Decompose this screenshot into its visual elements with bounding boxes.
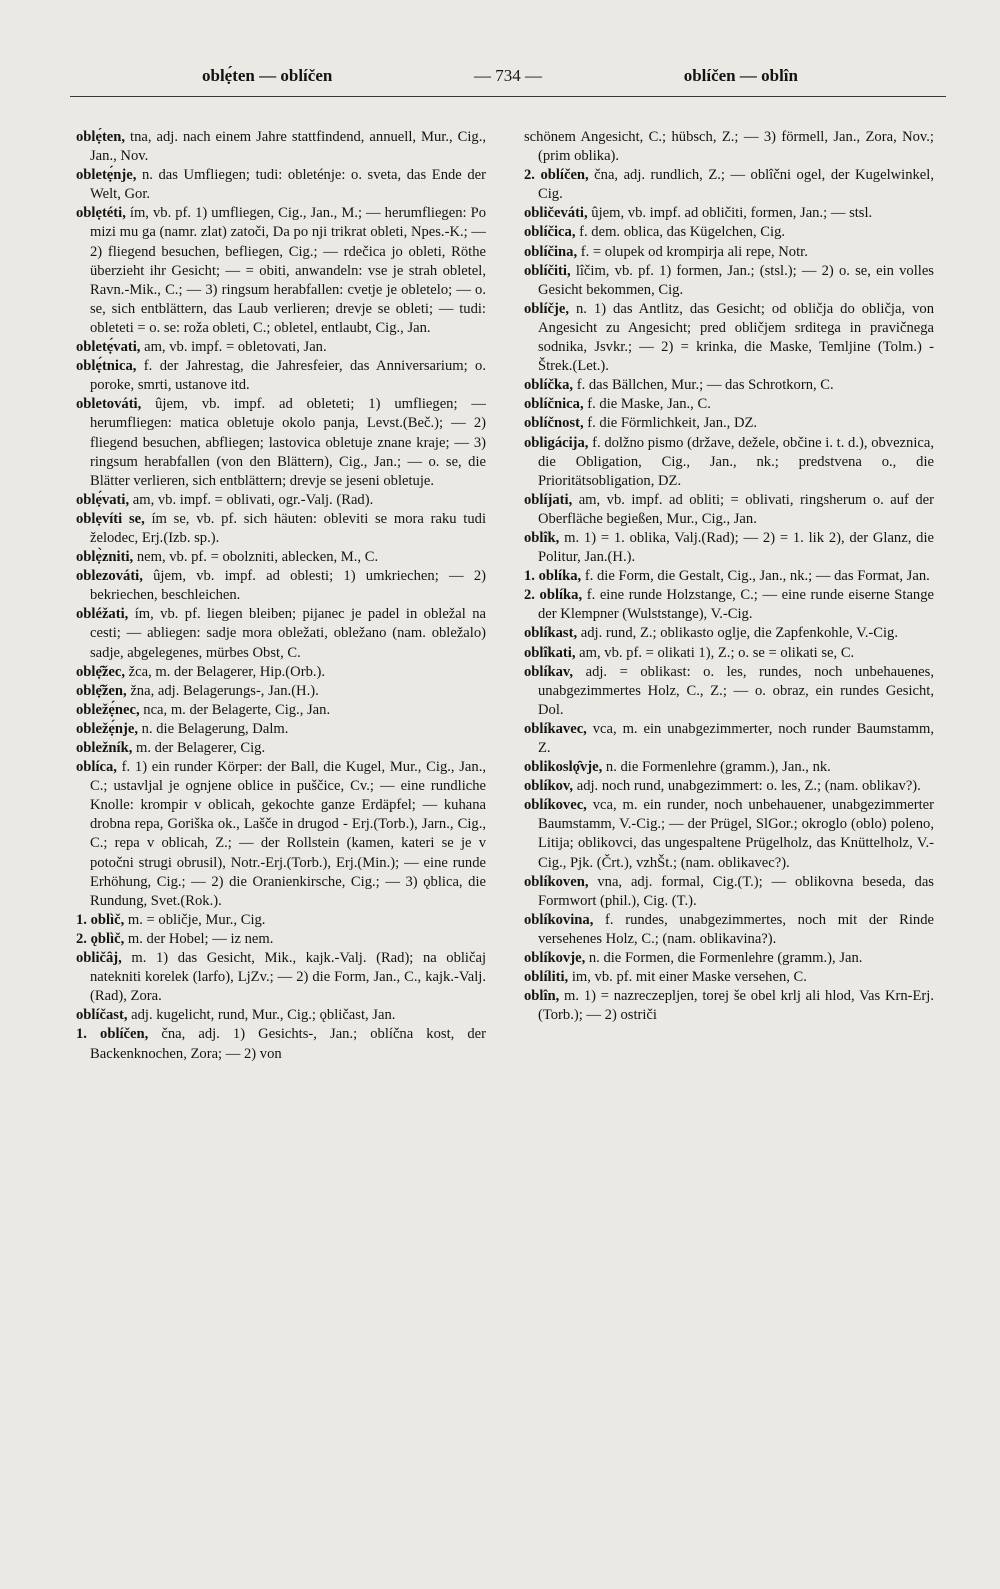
dictionary-entry [76, 739, 486, 758]
dictionary-entry [76, 166, 486, 204]
entry-definition: f. die Maske, Jan., C. [583, 396, 711, 413]
entry-definition: žca, m. der Belagerer, Hip.(Orb.). [125, 663, 326, 680]
entry-headword: 1. oblíka, [524, 568, 582, 585]
entry-definition: m. 1) = nazreczepljen, torej še obel krlj ali hlod, Vas Krn-Erj.(Torb.); — 2) ostriči [538, 988, 934, 1024]
entry-definition: m. der Belagerer, Cig. [132, 740, 266, 756]
dictionary-entry [524, 567, 934, 586]
entry-definition: im, vb. pf. mit einer Maske versehen, C. [568, 969, 807, 986]
entry-definition: n. das Umfliegen; tudi: obleténje: o. sveta, das Ende der Welt, Gor. [90, 167, 486, 203]
dictionary-entry [524, 434, 934, 491]
entry-definition: čna, adj. 1) Gesichts-, Jan.; oblíčna kost, der Backenknochen, Zora; — 2) von [90, 1026, 486, 1062]
entry-headword: oblíčje, [524, 300, 569, 317]
entry-headword: oblíkovina, [524, 911, 594, 928]
entry-definition: ím, vb. pf. 1) umfliegen, Cig., Jan., M.; — herumfliegen: Po mizi mu ga (namr. zlat) zatoči, Da po nji trikrat obleti, Npes.-K.; — 2) fliegend besuchen, befliegen, Cig.; — rdečica jo obleti, Röthe überzieht ihr Gesicht; — = obiti, anwandeln: vse je strah obletel, Ravn.-Mik., C.; — 3) ringsum herabfallen: cvetje je obletelo; — o. se, sich entblättern, das Laub verlieren; drevje se obleti; — tudi: obleteti = o. se: roža obleti, C.; obletel, entlaubt, Cig., Jan. [90, 205, 486, 336]
entry-headword: obličeváti, [524, 205, 588, 222]
entry-headword: oblíca, [76, 759, 117, 776]
entry-headword: obletováti, [76, 396, 142, 413]
entry-headword: oblẹ̑žec, [76, 663, 126, 680]
entry-definition: ím, vb. pf. liegen bleiben; pijanec je padel in obležal na cesti; — abliegen: sadje mora obležati, obležano (nam. obležalo) sadje, abgelegenes, mürbes Obst, C. [90, 606, 486, 661]
entry-headword: 1. oblìč, [76, 911, 125, 928]
entry-definition: f. = olupek od krompirja ali repe, Notr. [577, 243, 808, 260]
entry-definition: m. = obličje, Mur., Cig. [124, 911, 266, 928]
entry-headword: oblíjati, [524, 491, 573, 508]
entry-headword: obligácija, [524, 434, 589, 451]
entry-definition: f. das Bällchen, Mur.; — das Schrotkorn, C. [573, 377, 834, 394]
entry-headword: obležẹ́nec, [76, 701, 140, 718]
entry-definition: n. 1) das Antlitz, das Gesicht; od obličja do obličja, von Angesicht zu Angesicht; pred obličjem srditega in pravičnega sodnika, Jsvkr.; — 2) = krinka, die Maske, Temljine (Tolm.) - Štrek.(Let.). [538, 300, 934, 375]
dictionary-entry [524, 529, 934, 567]
entry-definition: ûjem, vb. impf. ad obličiti, formen, Jan.; — stsl. [587, 205, 873, 222]
entry-headword: oblíkav, [524, 663, 574, 680]
entry-headword: oblîk, [524, 529, 560, 546]
dictionary-entry [524, 491, 934, 529]
entry-definition: adj. kugelicht, rund, Mur., Cig.; ǫbličast, Jan. [127, 1007, 396, 1024]
entry-definition: f. die Förmlichkeit, Jan., DZ. [583, 415, 758, 432]
dictionary-entry [76, 949, 486, 1006]
entry-headword: obletẹ́nje, [76, 167, 137, 184]
entry-headword: obležẹ́nje, [76, 720, 139, 737]
entry-definition: n. die Formenlehre (gramm.), Jan., nk. [602, 759, 831, 776]
entry-definition: vca, m. ein runder, noch unbehauener, unabgezimmerter Baumstamm, V.-Cig.; — der Prügel, SlGor.; okroglo (oblo) poleno, Litija; oblikovci, das ungespaltene Prügelholz, das Knüttelholz, V.-Cig., Pjk. (Črt.), vzhŠt.; (nam. oblikavec?). [538, 797, 934, 871]
entry-headword: oblíčka, [524, 377, 574, 394]
dictionary-entry [76, 701, 486, 720]
entry-headword: obléžati, [76, 606, 129, 623]
dictionary-entry [76, 357, 486, 395]
header-right-guideword: oblíčen — oblîn [683, 66, 798, 85]
entry-definition: tna, adj. nach einem Jahre stattfindend, annuell, Mur., Cig., Jan., Nov. [90, 129, 486, 165]
dictionary-entry [524, 376, 934, 395]
entry-headword: obležník, [76, 740, 133, 756]
entry-definition: nem, vb. pf. = obolzniti, ablecken, M., C. [133, 549, 379, 566]
entry-definition: adj. noch rund, unabgezimmert: o. les, Z.; (nam. oblikav?). [573, 778, 921, 795]
dictionary-entry [524, 644, 934, 663]
entry-headword: oblíkovje, [524, 950, 586, 967]
dictionary-entry [76, 338, 486, 357]
entry-definition: adj. = oblikast: o. les, rundes, noch unbehauenes, unabgezimmertes Holz, C., Z.; — o. obraz, ein rundes Gesicht, Dol. [538, 663, 934, 718]
entry-definition: vca, m. ein unabgezimmerter, noch runder Baumstamm, Z. [538, 720, 934, 756]
dictionary-entry [524, 796, 934, 872]
dictionary-entry [524, 243, 934, 262]
dictionary-entry [76, 204, 486, 338]
entry-definition: m. 1) das Gesicht, Mik., kajk.-Valj. (Rad); na obličaj natekniti korelek (larfo), LjZv.; — 2) die Form, Jan., C., kajk.-Valj. (Rad), Zora. [90, 950, 486, 1005]
dictionary-entry [524, 128, 934, 166]
entry-headword: oblíčica, [524, 224, 576, 241]
entry-definition: schönem Angesicht, C.; hübsch, Z.; — 3) förmell, Jan., Zora, Nov.; (prim oblika). [524, 129, 934, 165]
entry-definition: nca, m. der Belagerte, Cig., Jan. [139, 701, 331, 718]
entry-definition: čna, adj. rundlich, Z.; — oblîčni ogel, der Kugelwinkel, Cig. [538, 167, 934, 203]
dictionary-entry [524, 262, 934, 300]
entry-headword: 2. ǫblìč, [76, 930, 125, 947]
entry-definition: f. dolžno pismo (države, dežele, občine i. t. d.), obveznica, die Obligation, Cig., Jan., nk.; predstvena o., die Prioritätsobligation, DZ. [538, 434, 934, 489]
entry-definition: žna, adj. Belagerungs-, Jan.(H.). [126, 682, 319, 699]
dictionary-entry [76, 395, 486, 490]
dictionary-entry [524, 949, 934, 968]
entry-headword: oblíkov, [524, 778, 574, 795]
entry-headword: oblíčina, [524, 243, 578, 260]
entry-definition: am, vb. impf. = oblivati, ogr.-Valj. (Rad). [129, 491, 374, 508]
entry-headword: oblezováti, [76, 568, 143, 585]
entry-definition: am, vb. pf. = olikati 1), Z.; o. se = olikati se, C. [575, 644, 855, 661]
entry-definition: ím se, vb. pf. sich häuten: obleviti se mora raku tudi želodec, Erj.(Izb. sp.). [90, 510, 486, 546]
entry-headword: oblîkati, [524, 644, 576, 661]
dictionary-entry [76, 548, 486, 567]
entry-definition: ûjem, vb. impf. ad oblesti; 1) umkriechen; — 2) bekriechen, beschleichen. [90, 568, 486, 604]
dictionary-entry [524, 395, 934, 414]
dictionary-entry [524, 414, 934, 433]
dictionary-entry [524, 624, 934, 643]
entry-definition: f. eine runde Holzstange, C.; — eine runde eiserne Stange der Klempner (Wulststange), V.-Cig. [538, 587, 934, 623]
entry-headword: oblẹ̑žen, [76, 682, 127, 699]
entry-headword: obletẹ́vati, [76, 339, 141, 356]
entry-definition: am, vb. impf. ad obliti; = oblivati, ringsherum o. auf der Oberfläche begießen, Mur., Cig., Jan. [538, 491, 934, 527]
entry-headword: oblẹ́vati, [76, 491, 130, 508]
dictionary-entry [524, 873, 934, 911]
entry-definition: f. der Jahrestag, die Jahresfeier, das Anniversarium; o. poroke, smrti, ustanove itd. [90, 358, 486, 394]
header-rule [70, 96, 946, 97]
left-column [76, 128, 486, 1573]
dictionary-entry [76, 663, 486, 682]
entry-definition: f. rundes, unabgezimmertes, noch mit der Rinde versehenes Holz, C.; (nam. oblikavina?). [538, 911, 934, 947]
entry-headword: oblîn, [524, 988, 560, 1005]
dictionary-entry [76, 128, 486, 166]
entry-definition: n. die Formen, die Formenlehre (gramm.), Jan. [585, 950, 863, 967]
entry-headword: oblíkast, [524, 625, 578, 642]
header-left-guideword: oblẹ́ten — oblíčen [202, 66, 333, 85]
entry-headword: oblẹtéti, [76, 205, 126, 222]
entry-headword: 2. oblíčen, [524, 167, 589, 184]
entry-definition: vna, adj. formal, Cig.(T.); — oblikovna beseda, das Formwort (phil.), Cig. (T.). [538, 873, 934, 909]
dictionary-entry [524, 777, 934, 796]
dictionary-entry [524, 911, 934, 949]
dictionary-entry [524, 204, 934, 223]
entry-definition: lîčim, vb. pf. 1) formen, Jan.; (stsl.); — 2) o. se, ein volles Gesicht bekommen, Cig. [538, 262, 934, 298]
entry-definition: n. die Belagerung, Dalm. [138, 720, 289, 737]
entry-definition: f. die Form, die Gestalt, Cig., Jan., nk.; — das Format, Jan. [581, 568, 930, 585]
dictionary-entry [524, 586, 934, 624]
entry-headword: oblíčnica, [524, 396, 584, 413]
entry-headword: obličȃj, [76, 950, 122, 967]
entry-definition: f. dem. oblica, das Kügelchen, Cig. [575, 224, 786, 241]
dictionary-entry [524, 968, 934, 987]
entry-definition: am, vb. impf. = obletovati, Jan. [140, 339, 327, 356]
dictionary-entry [524, 166, 934, 204]
entry-definition: adj. rund, Z.; oblikasto oglje, die Zapfenkohle, V.-Cig. [577, 625, 899, 642]
entry-headword: oblíkoven, [524, 873, 589, 890]
entry-headword: oblẹ́ten, [76, 129, 126, 145]
entry-headword: oblíčnost, [524, 415, 584, 432]
dictionary-entry [76, 720, 486, 739]
dictionary-entry [76, 491, 486, 510]
entry-definition: m. 1) = 1. oblika, Valj.(Rad); — 2) = 1. lik 2), der Glanz, die Politur, Jan.(H.). [538, 529, 934, 566]
dictionary-entry [76, 930, 486, 949]
entry-headword: oblikoslǫ̑vje, [524, 759, 603, 776]
dictionary-entry [76, 682, 486, 701]
dictionary-entry [76, 758, 486, 911]
entry-headword: oblíkavec, [524, 720, 587, 737]
entry-headword: oblẹ́tnica, [76, 358, 137, 375]
right-column [524, 128, 934, 1573]
dictionary-entry [524, 223, 934, 242]
page-number: — 734 — [474, 66, 542, 85]
dictionary-entry [524, 758, 934, 777]
entry-headword: oblẹ̀zniti, [76, 549, 134, 566]
dictionary-entry [76, 605, 486, 662]
entry-definition: f. 1) ein runder Körper: der Ball, die Kugel, Mur., Cig., Jan., C.; ustavljal je ognjene oblice in puščice, Cv.; — eine rundliche Knolle: krompir v oblicah, gekochte ganze Erdäpfel; — kuhana drobna repa, Goriška ok., Lašče in drugod - Erj.(Torb.), Jarn., Cig., C.; repa v oblicah, Z.; — der Rollstein (kamen, kateri se je v potočni strugi obrusil), Notr.-Erj.(Torb.), Erj.(Min.); — eine runde Erhöhung, Cig.; — 2) die Oranienkirsche, Cig.; — 3) ǫblica, die Rundung, Svet.(Rok.). [90, 759, 486, 909]
dictionary-entry [76, 911, 486, 930]
dictionary-entry [76, 567, 486, 605]
entry-definition: ûjem, vb. impf. ad obleteti; 1) umfliegen; — herumfliegen: matica obletuje okolo panja, Levst.(Beč.); — 2) fliegend besuchen, abfliegen; lastovica obletuje znane kraje; — 3) ringsum herabfallen (von den Blättern), Cig., Jan.; — o. se, die Blätter verlieren, sich entblättern; drevje se jeseni obletuje. [90, 396, 486, 489]
dictionary-entry [524, 987, 934, 1025]
entry-headword: 2. oblíka, [524, 587, 583, 604]
dictionary-entry [524, 300, 934, 376]
entry-headword: oblíliti, [524, 969, 569, 986]
entry-definition: m. der Hobel; — iz nem. [124, 930, 274, 947]
dictionary-entry [524, 663, 934, 720]
dictionary-entry [76, 1006, 486, 1025]
entry-headword: oblíčast, [76, 1007, 128, 1024]
entry-headword: 1. oblíčen, [76, 1026, 149, 1043]
dictionary-entry [76, 1025, 486, 1063]
dictionary-entry [76, 510, 486, 548]
entry-headword: oblẹvíti se, [76, 510, 145, 527]
dictionary-entry [524, 720, 934, 758]
running-header [70, 62, 946, 90]
entry-headword: oblíčiti, [524, 262, 571, 279]
entry-headword: oblíkovec, [524, 797, 587, 814]
